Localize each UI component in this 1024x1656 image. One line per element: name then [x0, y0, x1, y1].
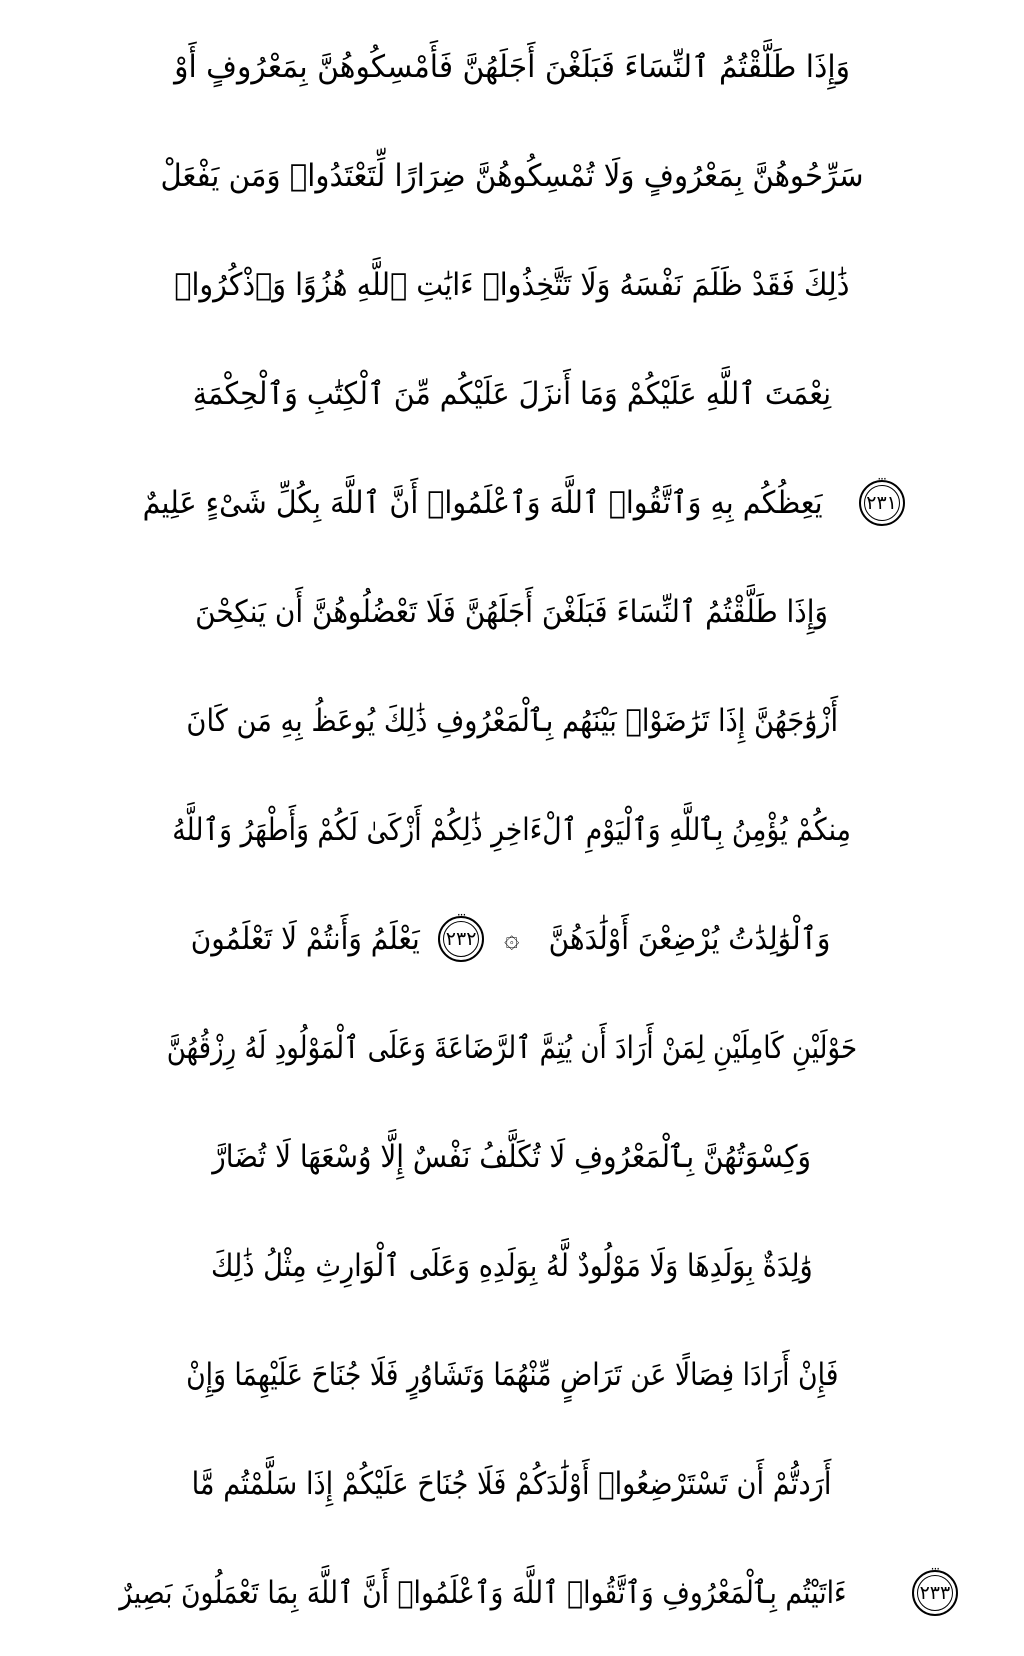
ayah-marker-digits: ٢٣١	[866, 491, 897, 514]
ayah-number-marker	[859, 472, 905, 526]
quran-line-text: يَعِظُكُم بِهِ وَٱتَّقُوا۟ ٱللَّهَ وَٱعْلَمُوا۟ أَنَّ ٱللَّهَ بِكُلِّ شَىْءٍ عَلِيمٌ	[142, 484, 824, 521]
quran-line-text: فَإِنْ أَرَادَا فِصَالًا عَن تَرَاضٍ مِّنْهُمَا وَتَشَاوُرٍ فَلَا جُنَاحَ عَلَيْهِمَا وَإِنْ	[185, 1356, 839, 1393]
quran-line	[40, 1441, 984, 1527]
quran-line	[40, 1332, 984, 1418]
quran-line-text: نِعْمَتَ ٱللَّهِ عَلَيْكُمْ وَمَا أَنزَلَ عَلَيْكُم مِّنَ ٱلْكِتَٰبِ وَٱلْحِكْمَةِ	[192, 375, 832, 412]
quran-line	[40, 678, 984, 764]
quran-line-text: يَعْلَمُ وَأَنتُمْ لَا تَعْلَمُونَ	[190, 920, 420, 957]
quran-line-tail-text: وَٱلْوَٰلِدَٰتُ يُرْضِعْنَ أَوْلَٰدَهُنَّ	[548, 920, 831, 957]
quran-line	[40, 1223, 984, 1309]
ayah-marker-digits: ٢٣٢	[445, 927, 477, 950]
quran-line-text: ذَٰلِكَ فَقَدْ ظَلَمَ نَفْسَهُ وَلَا تَتَّخِذُوا۟ ءَايَٰتِ ٱللَّهِ هُزُوًا وَٱذْكُرُوا۟	[174, 266, 850, 303]
quran-line	[40, 242, 984, 328]
ayah-number-marker	[438, 908, 484, 962]
quran-line	[40, 351, 984, 437]
quran-line-text: مِنكُمْ يُؤْمِنُ بِٱللَّهِ وَٱلْيَوْمِ ٱلْءَاخِرِ ذَٰلِكُمْ أَزْكَىٰ لَكُمْ وَأَطْهَرُ وَٱللَّهُ	[172, 811, 852, 848]
quran-line-text: ءَاتَيْتُم بِٱلْمَعْرُوفِ وَٱتَّقُوا۟ ٱللَّهَ وَٱعْلَمُوا۟ أَنَّ ٱللَّهَ بِمَا تَعْمَلُونَ بَصِيرٌ	[119, 1574, 847, 1611]
quran-line-with-ayah-marker	[40, 1550, 984, 1636]
quran-line	[40, 24, 984, 110]
quran-line-text: وَٰلِدَةٌ بِوَلَدِهَا وَلَا مَوْلُودٌ لَّهُ بِوَلَدِهِ وَعَلَى ٱلْوَارِثِ مِثْلُ ذَٰلِكَ	[211, 1247, 813, 1284]
quran-line-text: وَإِذَا طَلَّقْتُمُ ٱلنِّسَاءَ فَبَلَغْنَ أَجَلَهُنَّ فَلَا تَعْضُلُوهُنَّ أَن يَنكِحْنَ	[195, 593, 829, 630]
ayah-number-marker	[912, 1562, 958, 1616]
quran-line-text: وَكِسْوَتُهُنَّ بِٱلْمَعْرُوفِ لَا تُكَلَّفُ نَفْسٌ إِلَّا وُسْعَهَا لَا تُضَارَّ	[212, 1138, 812, 1175]
quran-line	[40, 1005, 984, 1091]
ayah-marker-crown: ···	[456, 908, 466, 922]
quran-line-text: أَرَدتُّمْ أَن تَسْتَرْضِعُوا۟ أَوْلَٰدَكُمْ فَلَا جُنَاحَ عَلَيْكُمْ إِذَا سَلَّمْتُم مَّا	[192, 1465, 832, 1502]
quran-line	[40, 1114, 984, 1200]
quran-line-text: سَرِّحُوهُنَّ بِمَعْرُوفٍ وَلَا تُمْسِكُوهُنَّ ضِرَارًا لِّتَعْتَدُوا۟ وَمَن يَفْعَلْ	[160, 157, 864, 194]
quran-line-text: وَإِذَا طَلَّقْتُمُ ٱلنِّسَاءَ فَبَلَغْنَ أَجَلَهُنَّ فَأَمْسِكُوهُنَّ بِمَعْرُوفٍ أَوْ	[174, 48, 850, 85]
quran-line-with-ayah-marker	[40, 896, 984, 982]
hizb-quarter-icon: ۞	[504, 924, 520, 954]
quran-line	[40, 787, 984, 873]
quran-line-text: حَوْلَيْنِ كَامِلَيْنِ لِمَنْ أَرَادَ أَن يُتِمَّ ٱلرَّضَاعَةَ وَعَلَى ٱلْمَوْلُودِ لَهُ رِزْقُهُنَّ	[166, 1029, 858, 1066]
ayah-marker-crown: ···	[877, 472, 886, 486]
quran-line-with-ayah-marker	[40, 460, 984, 546]
quran-line	[40, 133, 984, 219]
ayah-marker-crown: ···	[930, 1562, 940, 1576]
quran-line-text: أَزْوَٰجَهُنَّ إِذَا تَرَٰضَوْا۟ بَيْنَهُم بِٱلْمَعْرُوفِ ذَٰلِكَ يُوعَظُ بِهِ مَن كَانَ	[186, 702, 838, 739]
ayah-marker-digits: ٢٣٣	[919, 1581, 951, 1604]
quran-line	[40, 569, 984, 655]
